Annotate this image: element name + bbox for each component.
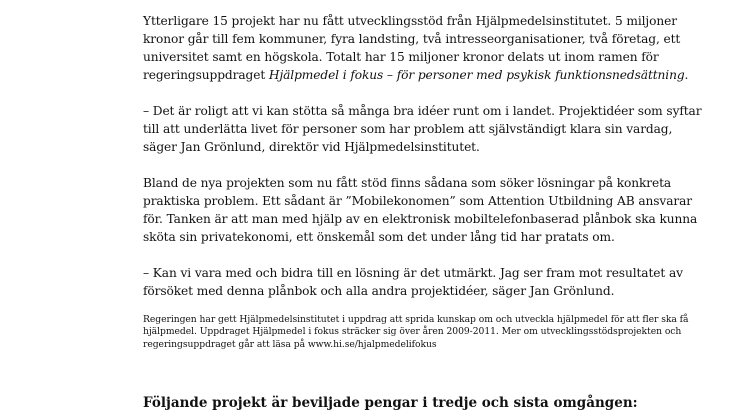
intro-italic-title: Hjälpmedel i fokus – för personer med psykisk funktionsnedsättning <box>268 68 685 82</box>
footnote: Regeringen har gett Hjälpmedelsinstitutet i uppdrag att sprida kunskap om och utveckla hjälpmedel för att fler ska få hjälpmedel. Uppdraget Hjälpmedel i fokus sträcker sig över åren 2009-2011. Mer om utvecklingsstödsprojekten och regeringsuppdraget går att läsa på www.hi.se/hjalpmedelifokus <box>143 314 689 350</box>
intro-text: Ytterligare 15 projekt har nu fått utvecklingsstöd från Hjälpmedelsinstitutet. 5 miljoner kronor går till fem kommuner, fyra landsting, två intresseorganisationer, två företag, ett universitet samt en högskola. Totalt har 15 miljoner kronor delats ut inom ramen för regeringsuppdraget <box>143 14 681 82</box>
document-page <box>143 12 703 351</box>
intro-end: . <box>684 68 689 82</box>
quote-paragraph-2: – Kan vi vara med och bidra till en lösning är det utmärkt. Jag ser fram mot resultatet av försöket med denna plånbok och alla andra projektidéer, säger Jan Grönlund. <box>143 266 683 298</box>
quote-paragraph-1: – Det är roligt att vi kan stötta så många bra idéer runt om i landet. Projektidéer som syftar till att underlätta livet för personer som har problem att självständigt klara sin vardag, säger Jan Grönlund, direktör vid Hjälpmedelsinstitutet. <box>143 104 702 154</box>
section-heading: Följande projekt är beviljade pengar i tredje och sista omgången: <box>143 395 638 411</box>
projects-paragraph: Bland de nya projekten som nu fått stöd finns sådana som söker lösningar på konkreta praktiska problem. Ett sådant är ”Mobilekonomen” som Attention Utbildning AB ansvarar för. Tanken är att man med hjälp av en elektronisk mobiltelefonbaserad plånbok ska kunna sköta sin privatekonomi, ett önskemål som det under lång tid har pratats om. <box>143 176 698 244</box>
intro-paragraph <box>143 12 703 84</box>
